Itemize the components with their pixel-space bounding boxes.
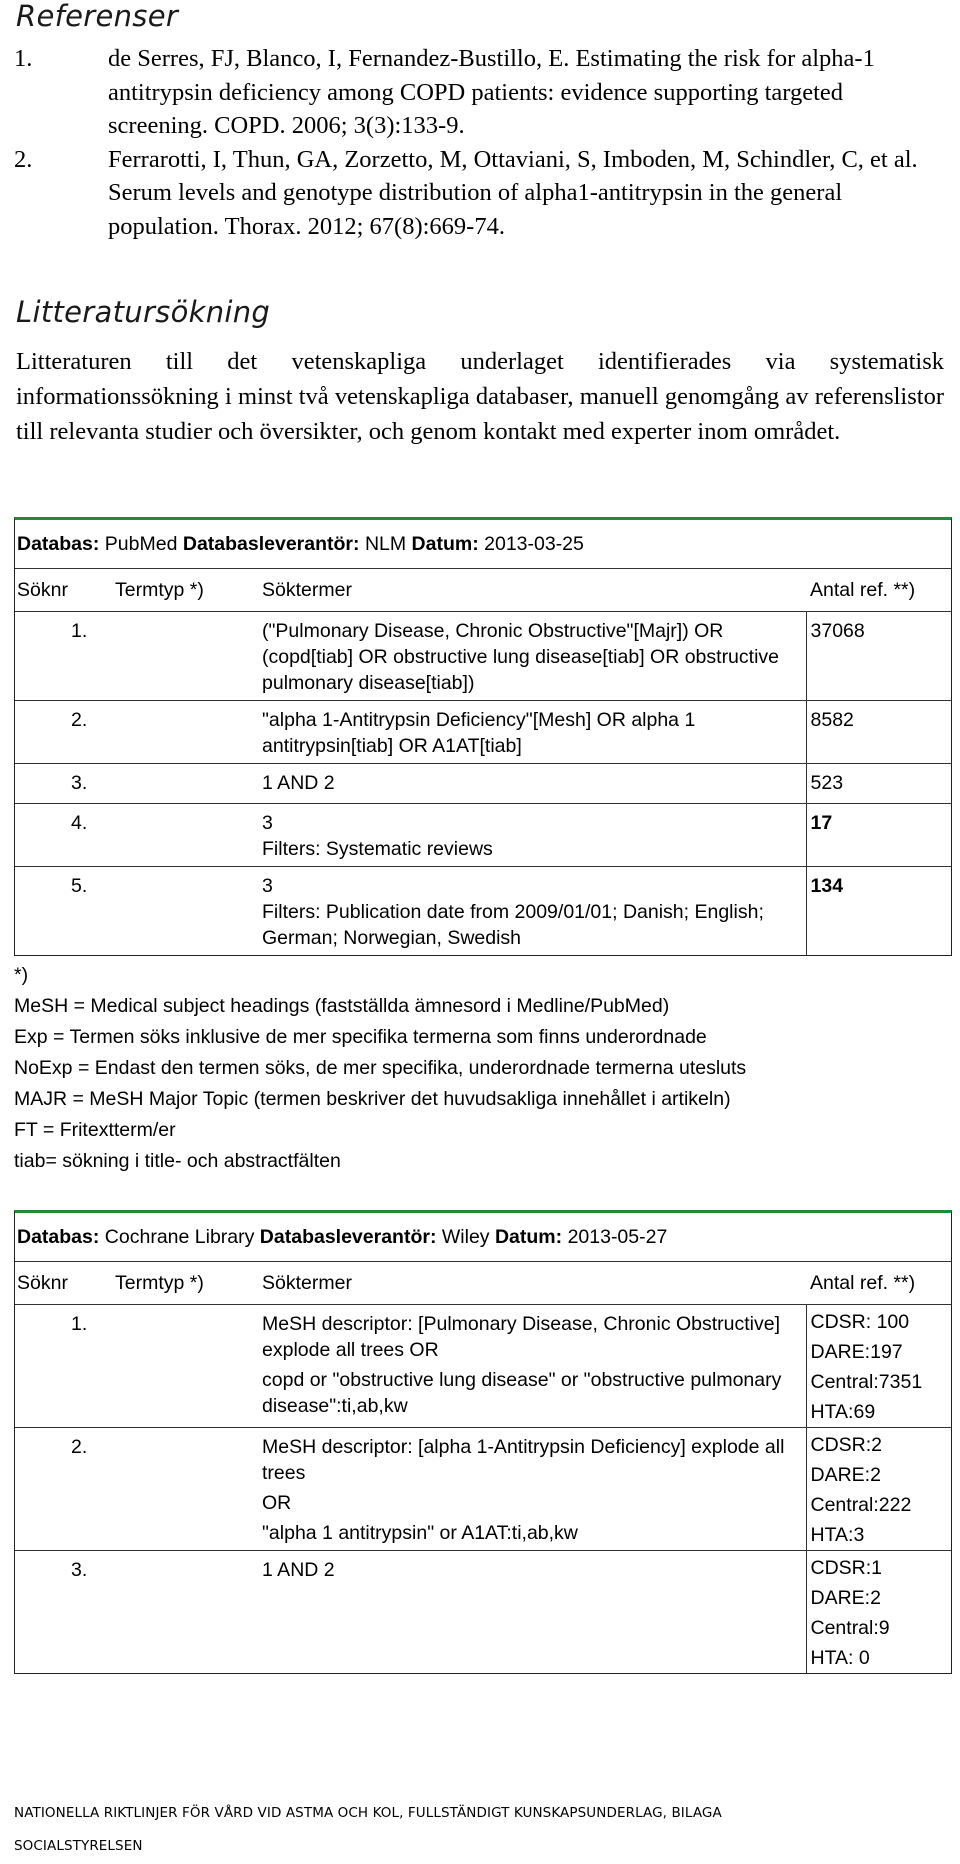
reference-number: 1. [14,45,33,72]
search-term-line: OR [262,1492,292,1514]
search-number: 1. [71,620,88,642]
search-number: 3. [15,764,111,804]
pubmed-search-table [14,517,952,956]
search-number: 3. [15,1551,111,1674]
search-terms [258,612,806,701]
ref-count-line: DARE:197 [810,1341,903,1363]
ref-count: 37068 [810,620,865,642]
search-number: 2. [15,701,111,764]
search-number: 1. [71,1313,88,1335]
search-terms [258,764,806,804]
footer-publisher: SOCIALSTYRELSEN [14,1838,143,1854]
search-term-line: 1 AND 2 [262,772,335,794]
ref-count-line: CDSR:2 [810,1434,883,1456]
cochrane-rows [15,1262,951,1673]
literature-search-paragraph: Litteraturen till det vetenskapliga underlaget identifierades via systematisk informationssökning i minst två vetenskapliga databaser, manuell genomgång av referenslistor till relevanta studier och översikter, och genom kontakt med experter inom området. [16,348,944,445]
search-number: 4. [15,804,111,867]
reference-list [14,42,944,243]
search-term-line: MeSH descriptor: [alpha 1-Antitrypsin Deficiency] explode all trees [262,1436,785,1484]
ref-count-line: Central:7351 [810,1371,923,1393]
literature-search-heading: Litteratursökning [16,295,271,329]
term-type [111,612,258,701]
provider-label: Databasleverantör: [259,1226,437,1248]
database-name: PubMed [104,533,178,555]
ref-count-line: HTA:69 [810,1401,876,1423]
ref-count: 17 [806,804,951,867]
note-line: FT = Fritextterm/er [14,1119,176,1141]
column-header-ref-count: Antal ref. **) [806,1262,951,1305]
note-line: MAJR = MeSH Major Topic (termen beskriver det huvudsakliga innehållet i artikeln) [14,1088,731,1110]
ref-count-breakdown [806,1305,951,1428]
reference-number: 2. [14,145,33,173]
search-term-line: 3 [262,875,273,897]
search-term-line: Filters: Systematic reviews [262,838,493,860]
search-term-line: MeSH descriptor: [Pulmonary Disease, Chronic Obstructive] explode all trees OR [262,1313,781,1361]
ref-count-breakdown [806,1428,951,1551]
term-type [111,701,258,764]
database-name: Cochrane Library [104,1226,255,1248]
table-row [15,1551,951,1674]
search-term-line: Filters: Publication date from 2009/01/01; Danish; English; German; Norwegian, Swedish [262,901,764,949]
note-line: tiab= sökning i title- och abstractfälten [14,1150,341,1172]
search-number: 5. [15,867,111,956]
term-type [111,1428,258,1551]
column-header-row [15,569,951,612]
reference-item [14,42,944,143]
search-terms [258,867,806,956]
search-term-line: "alpha 1-Antitrypsin Deficiency"[Mesh] OR alpha 1 antitrypsin[tiab] OR A1AT[tiab] [262,709,696,757]
column-header-search-terms: Söktermer [258,1262,806,1305]
ref-count-line: CDSR:1 [810,1557,883,1579]
search-terms [258,1305,806,1428]
note-line: Exp = Termen söks inklusive de mer specifika termerna som finns underordnade [14,1026,707,1048]
note-line: *) [14,964,29,986]
ref-count-line: HTA:3 [810,1524,865,1546]
ref-count-line: Central:222 [810,1494,912,1516]
note-line: NoExp = Endast den termen söks, de mer specifika, underordnade termerna utesluts [14,1057,747,1079]
ref-count: 134 [806,867,951,956]
database-label: Databas: [17,533,100,555]
column-header-row [15,1262,951,1305]
column-header-search-number: Söknr [15,569,111,612]
search-term-line: 1 AND 2 [262,1559,335,1581]
pubmed-rows [15,569,951,955]
cochrane-table-body [15,1305,951,1674]
search-term-line: "alpha 1 antitrypsin" or A1AT:ti,ab,kw [262,1522,578,1544]
ref-count: 8582 [806,701,951,764]
term-type [111,804,258,867]
search-date: 2013-05-27 [567,1226,668,1248]
provider-name: Wiley [441,1226,490,1248]
search-term-line: ("Pulmonary Disease, Chronic Obstructive"[Majr]) OR (copd[tiab] OR obstructive lung disease[tiab] OR obstructive pulmonary disease[tiab]) [262,620,779,694]
column-header-search-terms: Söktermer [258,569,806,612]
reference-item [14,143,944,244]
note-line: MeSH = Medical subject headings (fastställda ämnesord i Medline/PubMed) [14,995,670,1017]
search-term-line: 3 [262,812,273,834]
reference-text: de Serres, FJ, Blanco, I, Fernandez-Bustillo, E. Estimating the risk for alpha-1 antitrypsin deficiency among COPD patients: evidence supporting targeted screening. COPD. 2006; 3(3):133-9. [108,45,875,139]
ref-count-line: DARE:2 [810,1587,881,1609]
date-label: Datum: [411,533,479,555]
table-row [15,1305,951,1428]
references-heading: Referenser [16,0,179,33]
term-type [111,764,258,804]
table-row [15,1428,951,1551]
column-header-term-type: Termtyp *) [111,569,258,612]
pubmed-table-header [15,520,951,569]
ref-count-line: DARE:2 [810,1464,881,1486]
provider-label: Databasleverantör: [182,533,360,555]
abbreviation-notes [14,960,944,1177]
search-terms [258,804,806,867]
database-label: Databas: [17,1226,100,1248]
cochrane-table-header [15,1213,951,1262]
ref-count: 523 [806,764,951,804]
term-type [111,1551,258,1674]
search-term-line: copd or "obstructive lung disease" or "obstructive pulmonary disease":ti,ab,kw [262,1369,782,1417]
ref-count-breakdown [806,1551,951,1674]
search-number: 2. [15,1428,111,1551]
table-row [15,612,951,701]
ref-count-line: Central:9 [810,1617,890,1639]
search-date: 2013-03-25 [484,533,584,555]
search-terms [258,1428,806,1551]
table-row [15,764,951,804]
table-row [15,701,951,764]
table-row [15,804,951,867]
column-header-term-type: Termtyp *) [111,1262,258,1305]
search-terms [258,1551,806,1674]
date-label: Datum: [494,1226,563,1248]
search-terms [258,701,806,764]
column-header-search-number: Söknr [15,1262,111,1305]
ref-count-line: HTA: 0 [810,1647,870,1669]
term-type [111,867,258,956]
pubmed-table-body [15,612,951,956]
term-type [111,1305,258,1428]
column-header-ref-count: Antal ref. **) [806,569,951,612]
ref-count-line: CDSR: 100 [810,1311,910,1333]
table-row [15,867,951,956]
cochrane-search-table [14,1210,952,1674]
reference-text: Ferrarotti, I, Thun, GA, Zorzetto, M, Ottaviani, S, Imboden, M, Schindler, C, et al. Serum levels and genotype distribution of alpha1-antitrypsin in the general population. Thorax. 2012; 67(8):669-74. [108,145,918,240]
footer-title: NATIONELLA RIKTLINJER FÖR VÅRD VID ASTMA OCH KOL, FULLSTÄNDIGT KUNSKAPSUNDERLAG, BILAGA [14,1805,722,1821]
provider-name: NLM [364,533,407,555]
